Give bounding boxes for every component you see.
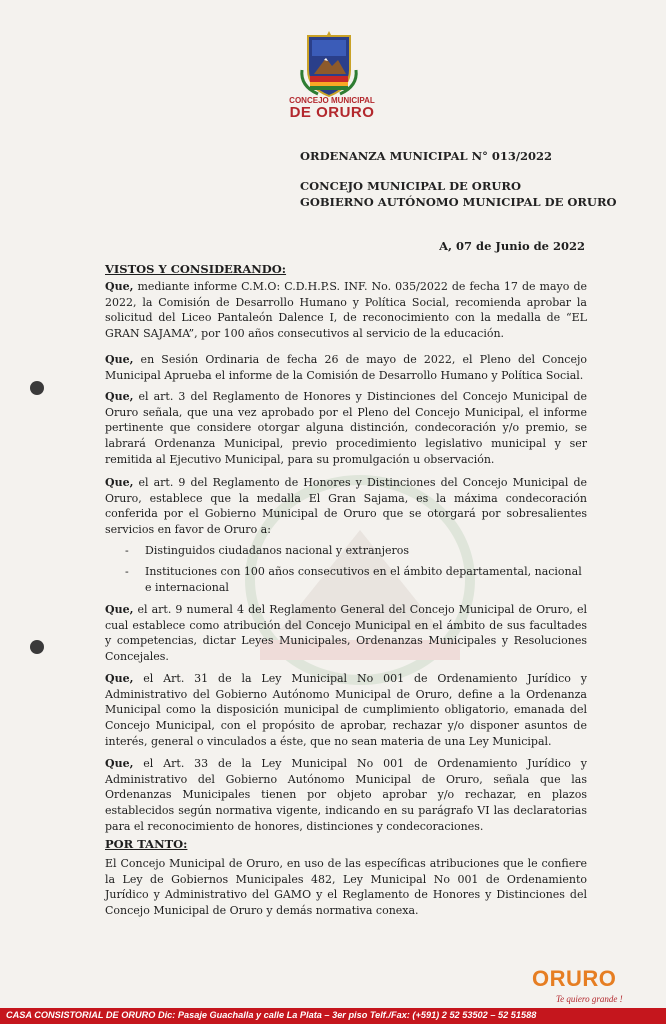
document-date: A, 07 de Junio de 2022	[439, 239, 585, 253]
section-title-vistos: VISTOS Y CONSIDERANDO:	[105, 262, 287, 276]
paragraph-por-tanto: El Concejo Municipal de Oruro, en uso de las específicas atribuciones que le confiere la Ley de Gobiernos Municipales 482, Ley Municipal No 001 de Ordenamiento Jurídico y Administrativo del GAMO y el Reglamento de Honores y Distinciones del Concejo Municipal de Oruro y demás normativa conexa.	[105, 857, 587, 918]
paragraph-lead: Que,	[105, 280, 134, 293]
paragraph-7	[105, 756, 587, 835]
paragraph-lead: Que,	[105, 476, 134, 489]
paragraph-3	[105, 389, 587, 468]
bullet-item	[125, 564, 587, 595]
bullet-text: Distinguidos ciudadanos nacional y extranjeros	[145, 544, 410, 557]
paragraph-lead: Que,	[105, 603, 134, 616]
government-name: GOBIERNO AUTÓNOMO MUNICIPAL DE ORURO	[300, 195, 617, 209]
paragraph-text: el art. 9 del Reglamento de Honores y Distinciones del Concejo Municipal de Oruro, establece que la medalla El Gran Sajama, es la máxima condecoración conferida por el Gobierno Municipal de Oruro que se otorgará por sobresalientes servicios en favor de Oruro a:	[105, 476, 587, 537]
logo-caption-line1: CONCEJO MUNICIPAL	[289, 96, 375, 105]
council-shield-logo-icon	[298, 30, 360, 100]
paragraph-lead: Que,	[105, 353, 134, 366]
paragraph-5	[105, 602, 587, 665]
bullet-dash-icon: -	[125, 544, 129, 557]
paragraph-6	[105, 671, 587, 750]
paragraph-text: en Sesión Ordinaria de fecha 26 de mayo de 2022, el Pleno del Concejo Municipal Aprueba el informe de la Comisión de Desarrollo Humano y Política Social.	[105, 353, 587, 382]
bullet-text: Instituciones con 100 años consecutivos en el ámbito departamental, nacional e internacional	[145, 565, 582, 594]
footer-address: CASA CONSISTORIAL DE ORURO Dic: Pasaje Guachalla y calle La Plata – 3er piso Telf./Fax: (+591) 2 52 53502 – 52 51588	[6, 1010, 537, 1020]
paragraph-lead: Que,	[105, 672, 134, 685]
bullet-item	[125, 543, 587, 559]
bullet-dash-icon: -	[125, 565, 129, 578]
paragraph-text: el Art. 33 de la Ley Municipal No 001 de Ordenamiento Jurídico y Administrativo del Gobierno Autónomo Municipal de Oruro, señala que las Ordenanzas Municipales tienen por objeto aprobar y/o rechazar, en plazos establecidos según normativa vigente, indicando en su parágrafo VI las declaratorias para el reconocimiento de honores, distinciones y condecoraciones.	[105, 757, 587, 833]
footer-brand: ORURO	[532, 966, 617, 991]
paragraph-text: el Art. 31 de la Ley Municipal No 001 de Ordenamiento Jurídico y Administrativo del Gobierno Autónomo Municipal de Oruro, define a la Ordenanza Municipal como la disposición municipal de cumplimiento obligatorio, emanada del Concejo Municipal, con el propósito de aprobar, rechazar y/o disponer asuntos de interés, general o vinculados a éste, que no sean materia de una Ley Municipal.	[105, 672, 587, 748]
paragraph-text: mediante informe C.M.O: C.D.H.P.S. INF. No. 035/2022 de fecha 17 de mayo de 2022, la Comisión de Desarrollo Humano y Política Social, recomienda aprobar la solicitud del Liceo Pantaleón Dalence I, de reconocimiento con la medalla de “EL GRAN SAJAMA”, por 100 años consecutivos al servicio de la educación.	[105, 280, 587, 341]
punch-hole	[30, 640, 44, 654]
section-title-por-tanto: POR TANTO:	[105, 837, 188, 851]
paragraph-2	[105, 352, 587, 383]
paragraph-lead: Que,	[105, 390, 134, 403]
paragraph-text: el art. 3 del Reglamento de Honores y Distinciones del Concejo Municipal de Oruro señala, que una vez aprobado por el Pleno del Concejo Municipal, el informe pertinente que considere otorgar alguna distinción, condecoración y/o premio, se labrará Ordenanza Municipal, previo procedimiento legislativo municipal y ser remitida al Ejecutivo Municipal, para su promulgación u observación.	[105, 390, 587, 466]
paragraph-text: el art. 9 numeral 4 del Reglamento General del Concejo Municipal de Oruro, el cual establece como atribución del Concejo Municipal en el ámbito de sus facultades y competencias, dictar Leyes Municipales, Ordenanzas Municipales y Resoluciones Concejales.	[105, 603, 587, 664]
paragraph-lead: Que,	[105, 757, 134, 770]
logo-caption-line2: DE ORURO	[289, 104, 375, 121]
footer-slogan: Te quiero grande !	[556, 994, 623, 1004]
ordinance-number: ORDENANZA MUNICIPAL N° 013/2022	[300, 149, 553, 163]
punch-hole	[30, 381, 44, 395]
paragraph-1	[105, 279, 587, 342]
paragraph-4	[105, 475, 587, 538]
council-name: CONCEJO MUNICIPAL DE ORURO	[300, 179, 521, 193]
